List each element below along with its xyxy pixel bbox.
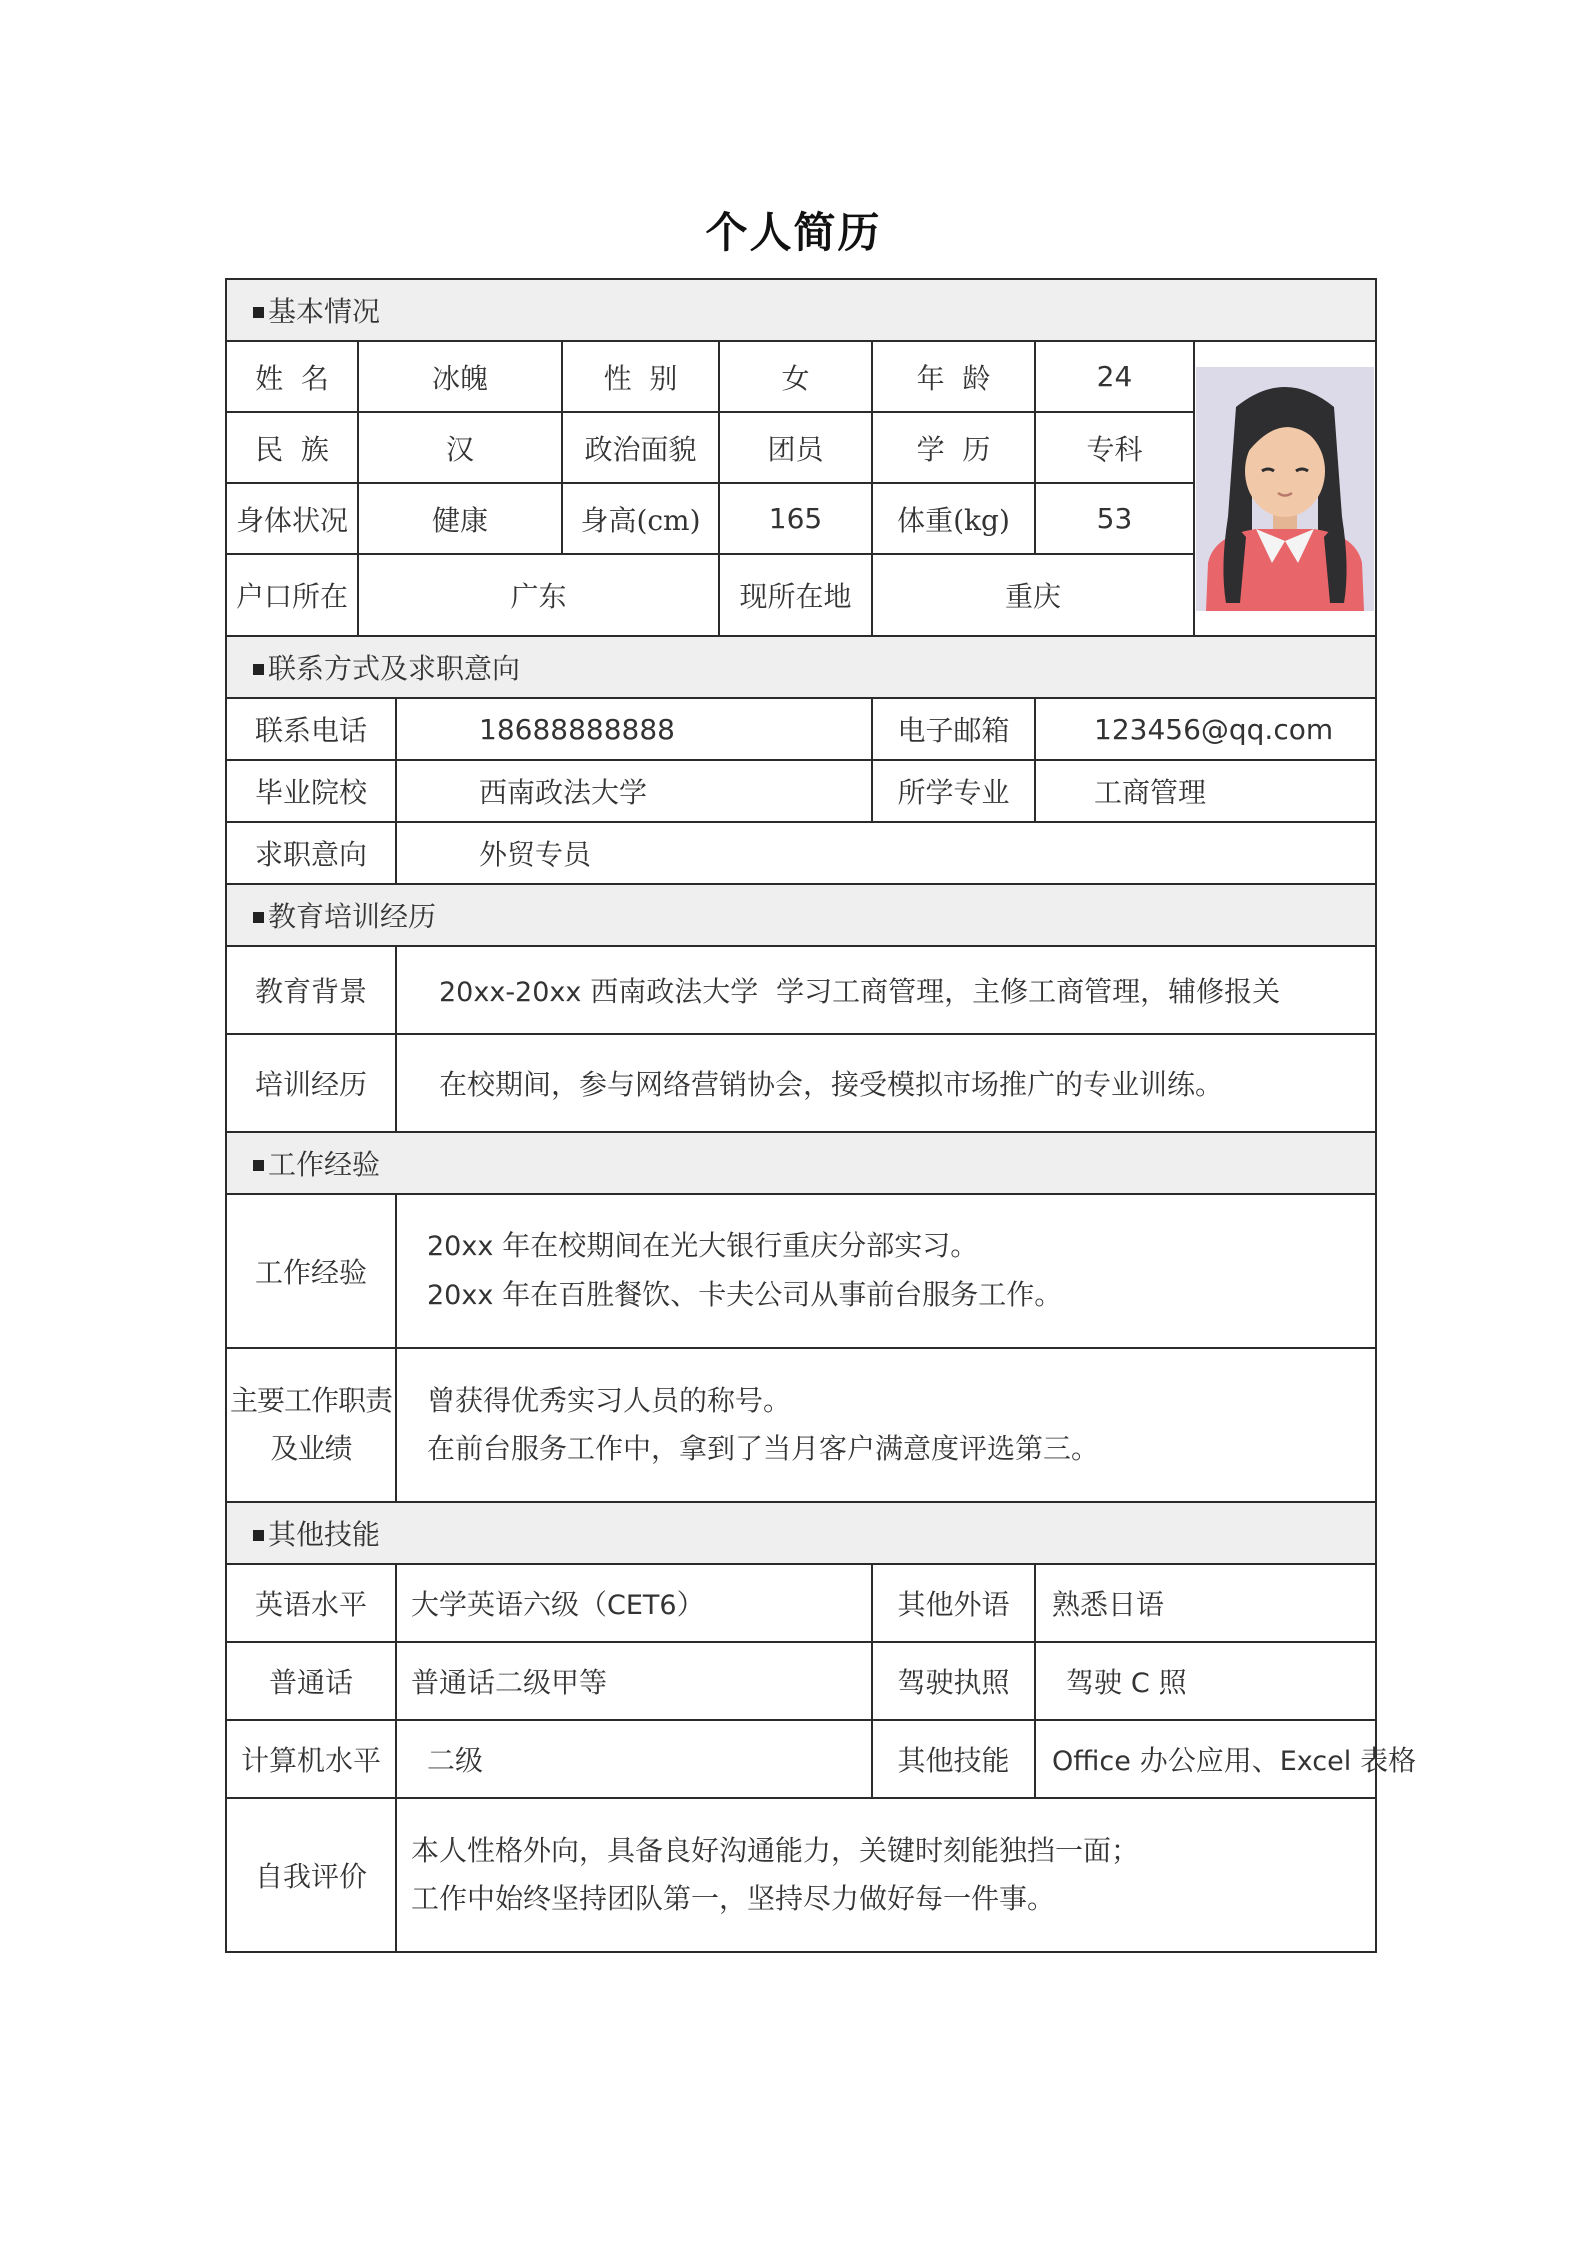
objective-value: 外贸专员: [396, 822, 1376, 884]
ethnicity-value: 汉: [358, 412, 562, 483]
gender-value: 女: [719, 341, 872, 412]
square-bullet-icon: [253, 307, 264, 318]
school-label: 毕业院校: [226, 760, 396, 822]
age-label: 年 龄: [872, 341, 1035, 412]
work-experience-line: 20xx 年在校期间在光大银行重庆分部实习。: [427, 1229, 979, 1262]
gender-label: 性 别: [562, 341, 719, 412]
work-experience-line: 20xx 年在百胜餐饮、卡夫公司从事前台服务工作。: [427, 1278, 1063, 1311]
name-label: 姓 名: [226, 341, 358, 412]
english-label: 英语水平: [226, 1564, 396, 1642]
ethnicity-label: 民 族: [226, 412, 358, 483]
training-value: 在校期间，参与网络营销协会，接受模拟市场推广的专业训练。: [396, 1034, 1376, 1132]
section-education: 教育培训经历: [226, 884, 1376, 946]
computer-level-value: 二级: [396, 1720, 872, 1798]
mandarin-label: 普通话: [226, 1642, 396, 1720]
weight-label: 体重(kg): [872, 483, 1035, 554]
computer-level-label: 计算机水平: [226, 1720, 396, 1798]
major-value: 工商管理: [1035, 760, 1376, 822]
hukou-label: 户口所在: [226, 554, 358, 636]
email-label: 电子邮箱: [872, 698, 1035, 760]
work-experience-label: 工作经验: [226, 1194, 396, 1348]
residence-label: 现所在地: [719, 554, 872, 636]
mandarin-value: 普通话二级甲等: [396, 1642, 872, 1720]
other-skills-label: 其他技能: [872, 1720, 1035, 1798]
square-bullet-icon: [253, 912, 264, 923]
email-value: 123456@qq.com: [1035, 698, 1376, 760]
square-bullet-icon: [253, 1530, 264, 1541]
degree-value: 专科: [1035, 412, 1194, 483]
resume-table: [225, 278, 1417, 1953]
school-value: 西南政法大学: [396, 760, 872, 822]
phone-value: 18688888888: [396, 698, 872, 760]
major-label: 所学专业: [872, 760, 1035, 822]
age-value: 24: [1035, 341, 1194, 412]
training-label: 培训经历: [226, 1034, 396, 1132]
name-value: 冰魄: [358, 341, 562, 412]
english-value: 大学英语六级（CET6）: [396, 1564, 872, 1642]
duties-value: 曾获得优秀实习人员的称号。 在前台服务工作中，拿到了当月客户满意度评选第三。: [396, 1348, 1376, 1502]
license-label: 驾驶执照: [872, 1642, 1035, 1720]
residence-value: 重庆: [872, 554, 1194, 636]
square-bullet-icon: [253, 664, 264, 675]
page-title: 个人简历: [705, 208, 882, 257]
self-evaluation-label: 自我评价: [226, 1798, 396, 1952]
photo-cell: [1194, 341, 1376, 636]
weight-value: 53: [1035, 483, 1194, 554]
foreign-language-label: 其他外语: [872, 1564, 1035, 1642]
height-label: 身高(cm): [562, 483, 719, 554]
politics-label: 政治面貌: [562, 412, 719, 483]
education-background-label: 教育背景: [226, 946, 396, 1034]
objective-label: 求职意向: [226, 822, 396, 884]
section-skills: 其他技能: [226, 1502, 1376, 1564]
self-evaluation-value: 本人性格外向，具备良好沟通能力，关键时刻能独挡一面； 工作中始终坚持团队第一，坚持尽力做好每一件事。: [396, 1798, 1376, 1952]
health-value: 健康: [358, 483, 562, 554]
work-experience-value: [396, 1194, 1376, 1348]
health-label: 身体状况: [226, 483, 358, 554]
license-value: 驾驶 C 照: [1035, 1642, 1376, 1720]
section-basic: 基本情况: [226, 279, 1376, 341]
politics-value: 团员: [719, 412, 872, 483]
phone-label: 联系电话: [226, 698, 396, 760]
section-contact: 联系方式及求职意向: [226, 636, 1376, 698]
square-bullet-icon: [253, 1160, 264, 1171]
avatar: [1196, 367, 1374, 611]
section-work: 工作经验: [226, 1132, 1376, 1194]
hukou-value: 广东: [358, 554, 719, 636]
degree-label: 学 历: [872, 412, 1035, 483]
height-value: 165: [719, 483, 872, 554]
other-skills-value: Office 办公应用、Excel 表格: [1035, 1720, 1376, 1798]
education-background-value: 20xx-20xx 西南政法大学 学习工商管理，主修工商管理，辅修报关: [396, 946, 1376, 1034]
foreign-language-value: 熟悉日语: [1035, 1564, 1376, 1642]
duties-label: 主要工作职责 及业绩: [226, 1348, 396, 1502]
